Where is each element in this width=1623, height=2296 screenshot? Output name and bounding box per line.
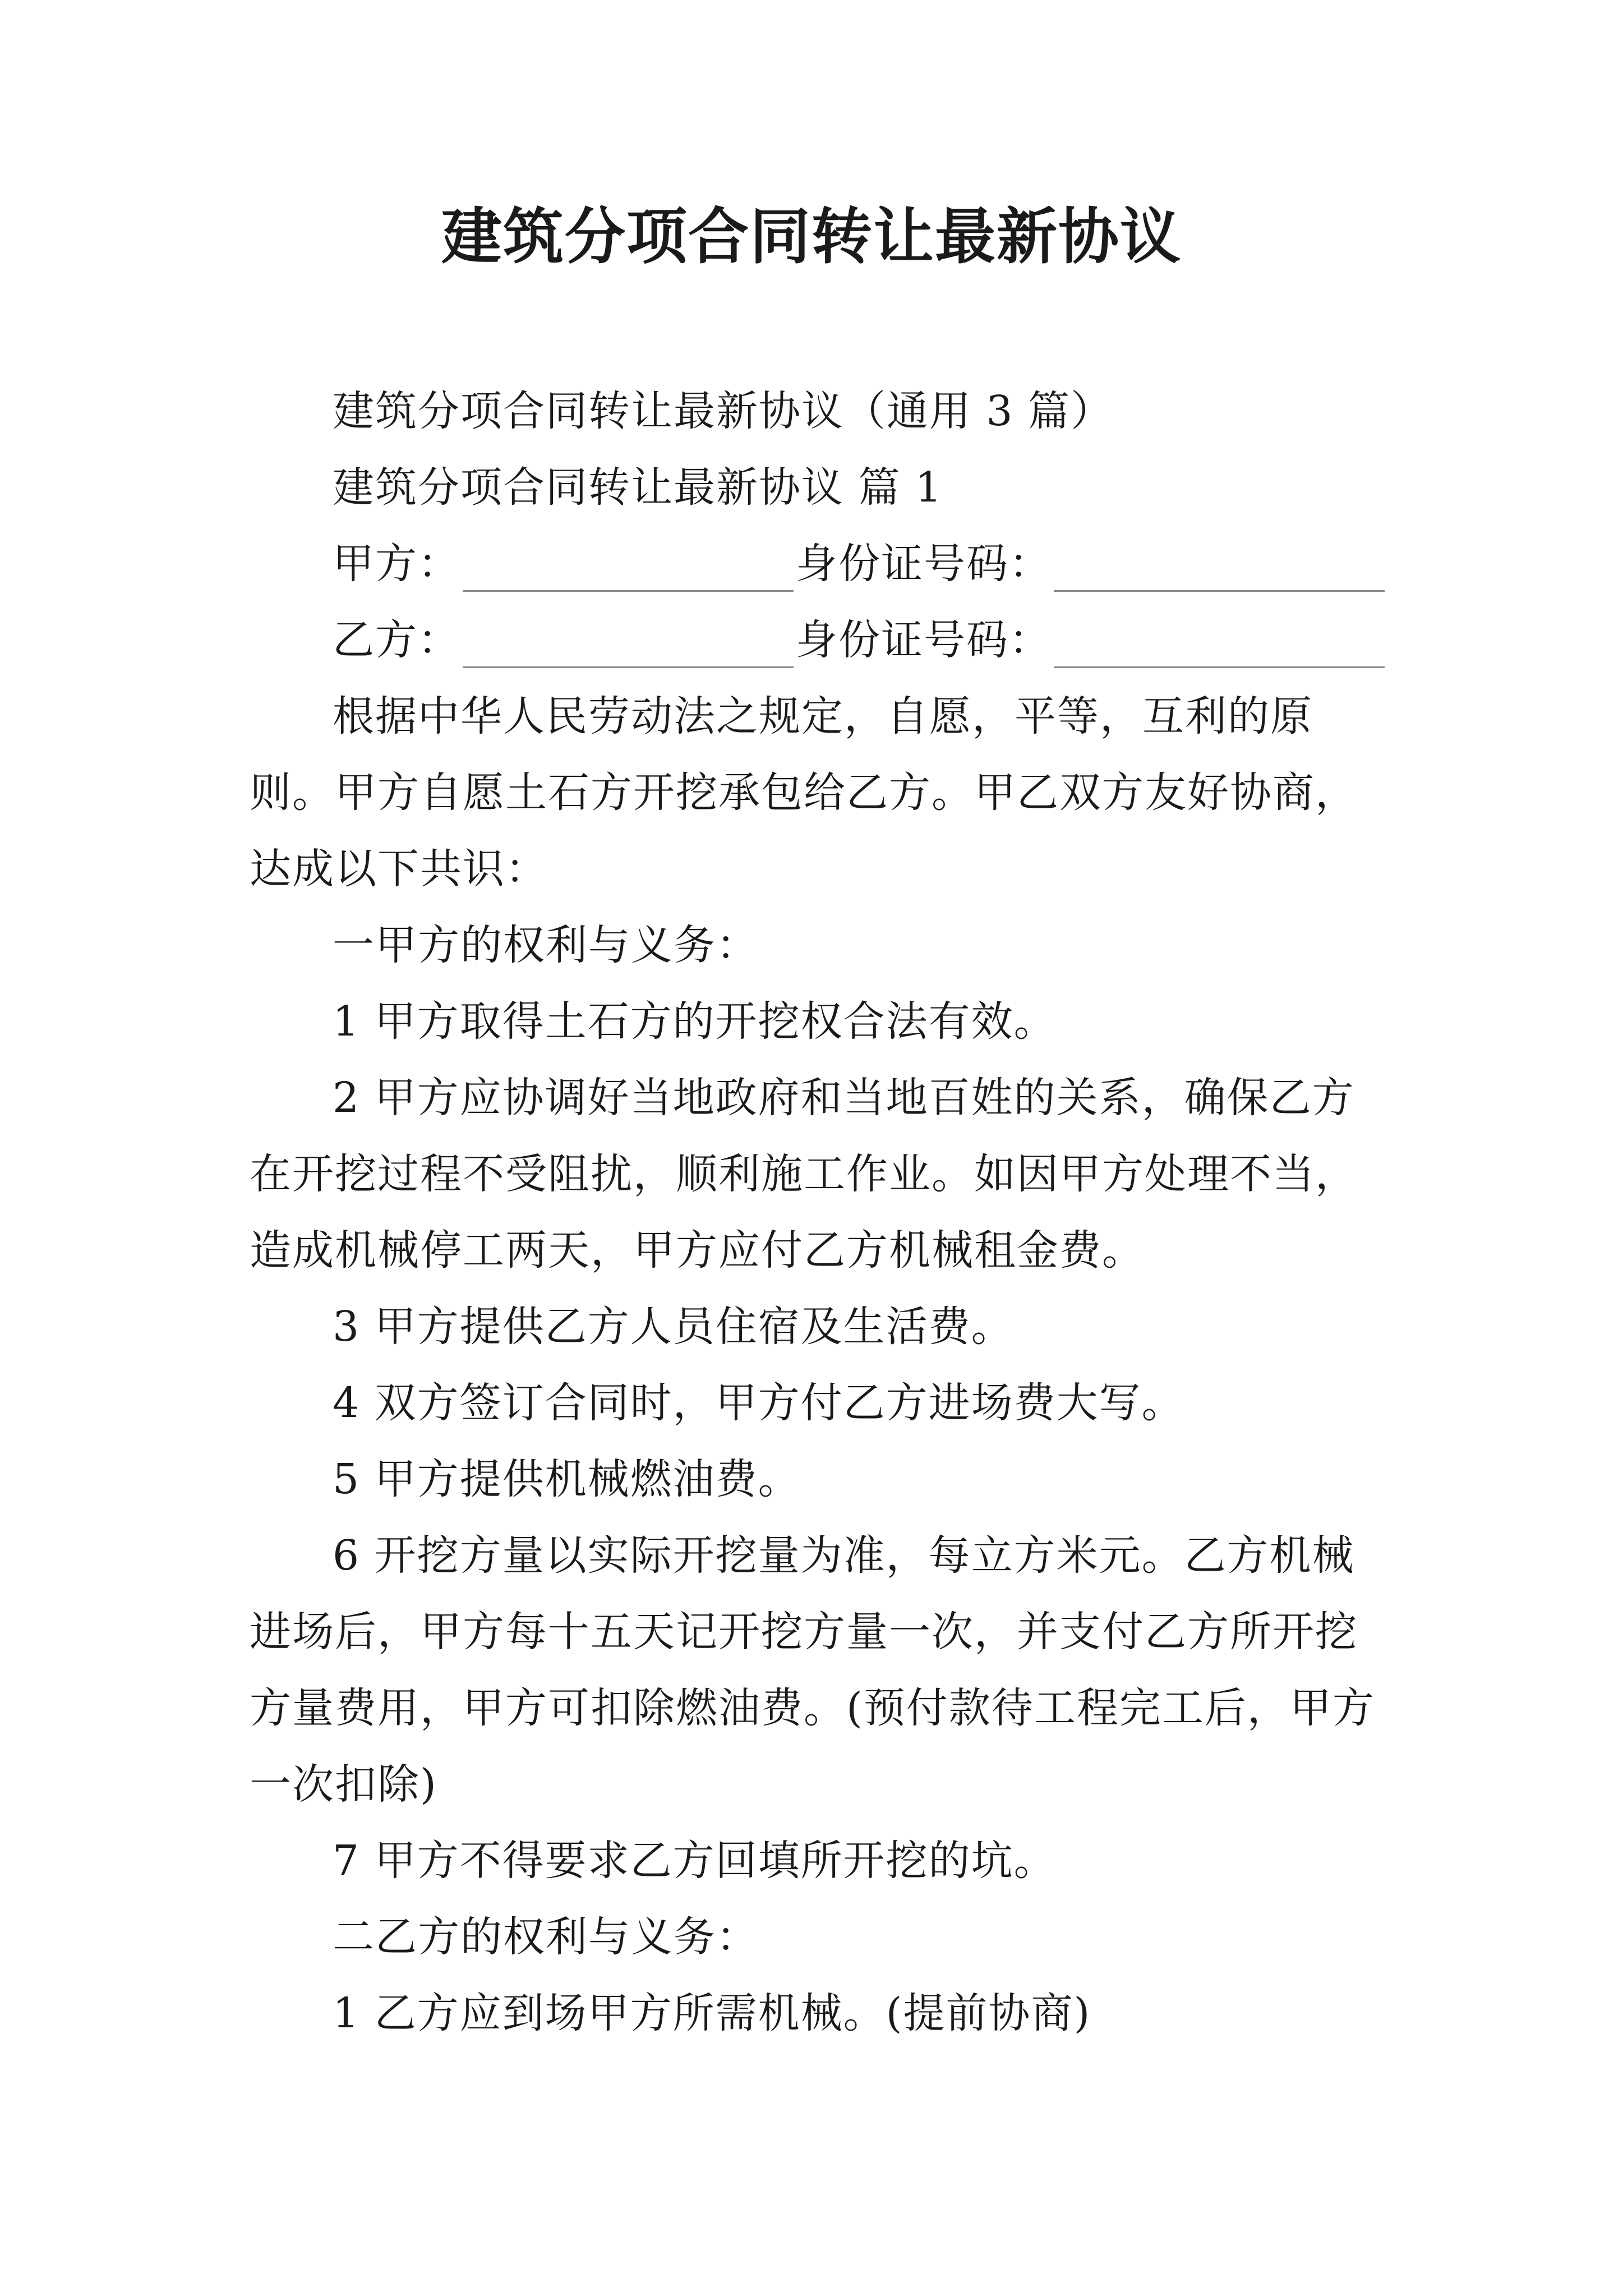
party-a-id-blank bbox=[1054, 542, 1385, 592]
party-a-line bbox=[250, 526, 1388, 602]
party-a-id-label: 身份证号码： bbox=[796, 540, 1052, 588]
paragraph: 3 甲方提供乙方人员住宿及生活费。 bbox=[333, 1303, 1014, 1351]
paragraph: 一甲方的权利与义务： bbox=[333, 921, 759, 969]
section-heading: 建筑分项合同转让最新协议 篇 1 bbox=[333, 463, 943, 512]
paragraph: 4 双方签订合同时，甲方付乙方进场费大写。 bbox=[333, 1379, 1184, 1427]
party-b-line bbox=[250, 602, 1388, 678]
paragraph: 6 开挖方量以实际开挖量为准，每立方米元。乙方机械进场后，甲方每十五天记开挖方量一次，并支付乙方所开挖方量费用，甲方可扣除燃油费。(预付款待工程完工后，甲方一次扣除) bbox=[250, 1531, 1375, 1809]
party-b-id-label: 身份证号码： bbox=[796, 616, 1052, 664]
paragraph: 1 甲方取得土石方的开挖权合法有效。 bbox=[333, 997, 1057, 1046]
document-subtitle: 建筑分项合同转让最新协议（通用 3 篇） bbox=[333, 387, 1114, 435]
party-a-name-blank bbox=[463, 542, 794, 592]
paragraph: 2 甲方应协调好当地政府和当地百姓的关系，确保乙方在开挖过程不受阻扰，顺利施工作业。如因甲方处理不当，造成机械停工两天，甲方应付乙方机械租金费。 bbox=[250, 1074, 1358, 1274]
paragraph: 5 甲方提供机械燃油费。 bbox=[333, 1455, 801, 1503]
paragraph: 根据中华人民劳动法之规定，自愿，平等，互利的原则。甲方自愿土石方开挖承包给乙方。甲乙双方友好协商，达成以下共识： bbox=[250, 692, 1358, 893]
party-b-name-blank bbox=[463, 618, 794, 668]
document-body bbox=[250, 373, 1388, 2051]
party-b-label: 乙方： bbox=[333, 616, 460, 664]
party-a-label: 甲方： bbox=[333, 540, 460, 588]
party-b-id-blank bbox=[1054, 618, 1385, 668]
paragraph: 7 甲方不得要求乙方回填所开挖的坑。 bbox=[333, 1837, 1057, 1885]
paragraph: 二乙方的权利与义务： bbox=[333, 1913, 759, 1961]
paragraph: 1 乙方应到场甲方所需机械。(提前协商) bbox=[333, 1989, 1091, 2037]
document-title: 建筑分项合同转让最新协议 bbox=[441, 201, 1182, 272]
